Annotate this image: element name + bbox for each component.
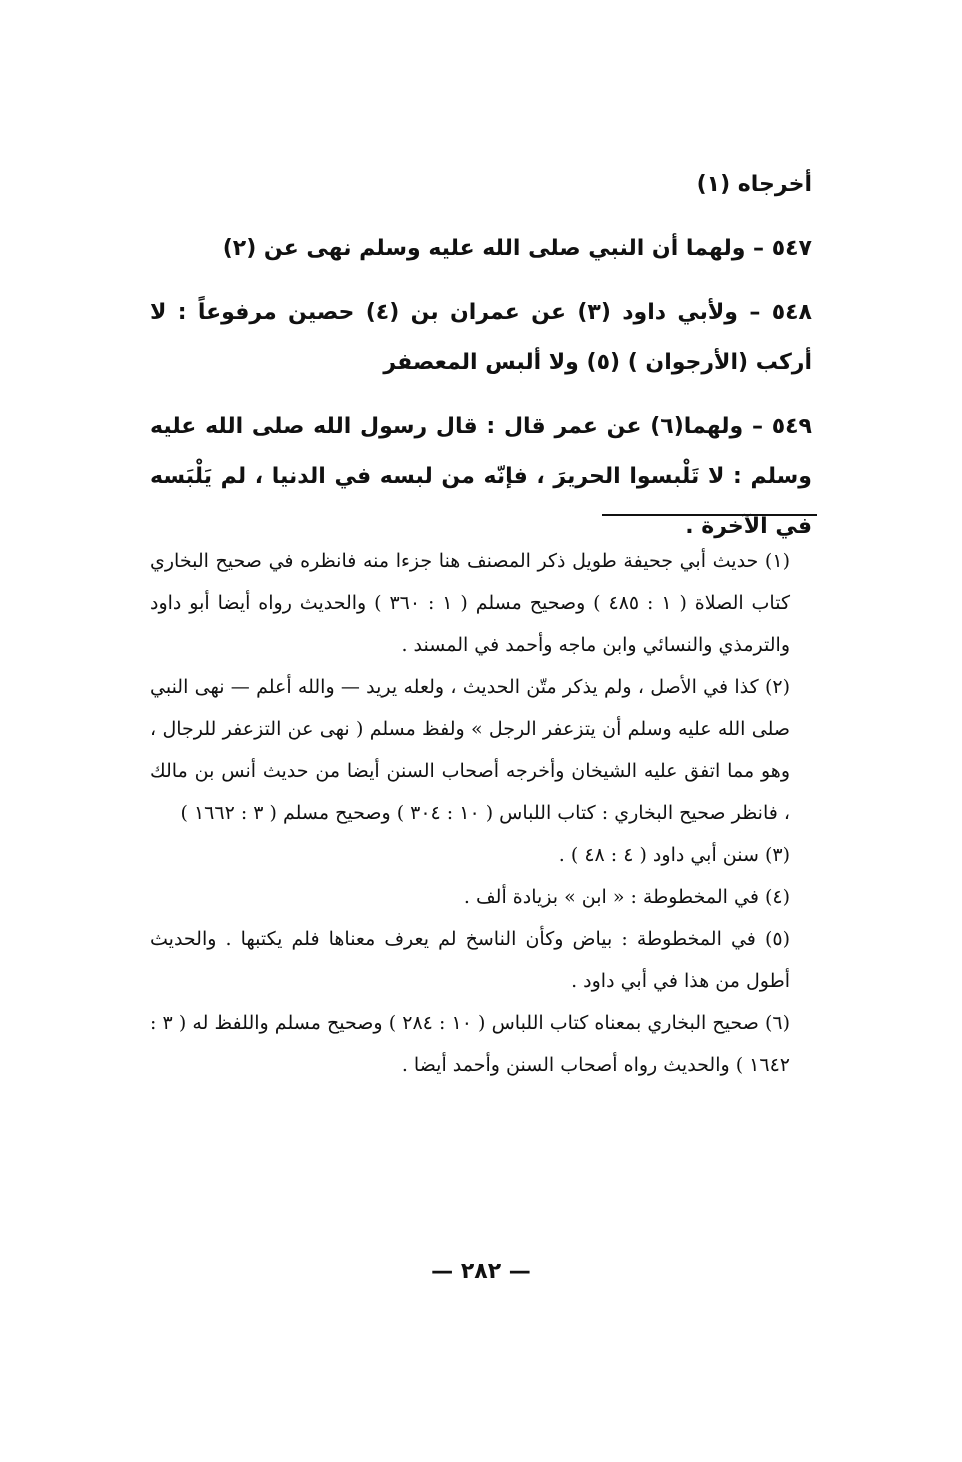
main-paragraph-1: أخرجاه (١) <box>696 172 812 197</box>
hadith-547: ٥٤٧ – ولهما أن النبي صلى الله عليه وسلم نهى عن (٢) <box>222 236 812 261</box>
footnote-4: (٤) في المخطوطة : « ابن » بزيادة ألف . <box>463 886 790 908</box>
footnotes <box>150 540 812 1086</box>
footnote-6: (٦) صحيح البخاري بمعناه كتاب اللباس ( ١٠ : ٢٨٤ ) وصحيح مسلم واللفظ له ( ٣ : ١٦٤٢ ) والحديث رواه أصحاب السنن وأحمد أيضا . <box>150 1012 791 1076</box>
hadith-549: ٥٤٩ – ولهما(٦) عن عمر قال : قال رسول الله صلى الله عليه وسلم : لا تَلْبسوا الحريرَ ، فإنّه من لبسه في الدنيا ، لم يَلْبَسه في الآخرة . <box>150 414 812 539</box>
footnote-2: (٢) كذا في الأصل ، ولم يذكر متّن الحديث ، ولعله يريد — والله أعلم — نهى النبي صلى الله عليه وسلم أن يتزعفر الرجل » ولفظ مسلم ( نهى عن التزعفر للرجال ، وهو مما اتفق عليه الشيخان وأخرجه أصحاب السنن أيضا من حديث أنس بن مالك ، فانظر صحيح البخاري : كتاب اللباس ( ١٠ : ٣٠٤ ) وصحيح مسلم ( ٣ : ١٦٦٢ ) <box>150 676 791 824</box>
hadith-548: ٥٤٨ – ولأبي داود (٣) عن عمران بن (٤) حصين مرفوعاً : لا أركب (الأرجوان ) (٥) ولا ألبس المعصفر <box>150 300 812 375</box>
footnote-3: (٣) سنن أبي داود ( ٤ : ٤٨ ) . <box>558 844 790 866</box>
footnote-1: (١) حديث أبي جحيفة طويل ذكر المصنف هنا جزءا منه فانظره في صحيح البخاري كتاب الصلاة ( ١ : ٤٨٥ ) وصحيح مسلم ( ١ : ٣٦٠ ) والحديث رواه أيضا أبو داود والترمذي والنسائي وابن ماجه وأحمد في المسند . <box>150 550 790 656</box>
footnote-divider <box>602 514 817 516</box>
footnote-5: (٥) في المخطوطة : بياض وكأن الناسخ لم يعرف معناها فلم يكتبها . والحديث أطول من هذا في أبي داود . <box>150 928 790 992</box>
main-text <box>150 160 812 566</box>
page-number: — ٢٨٢ — <box>431 1259 531 1284</box>
